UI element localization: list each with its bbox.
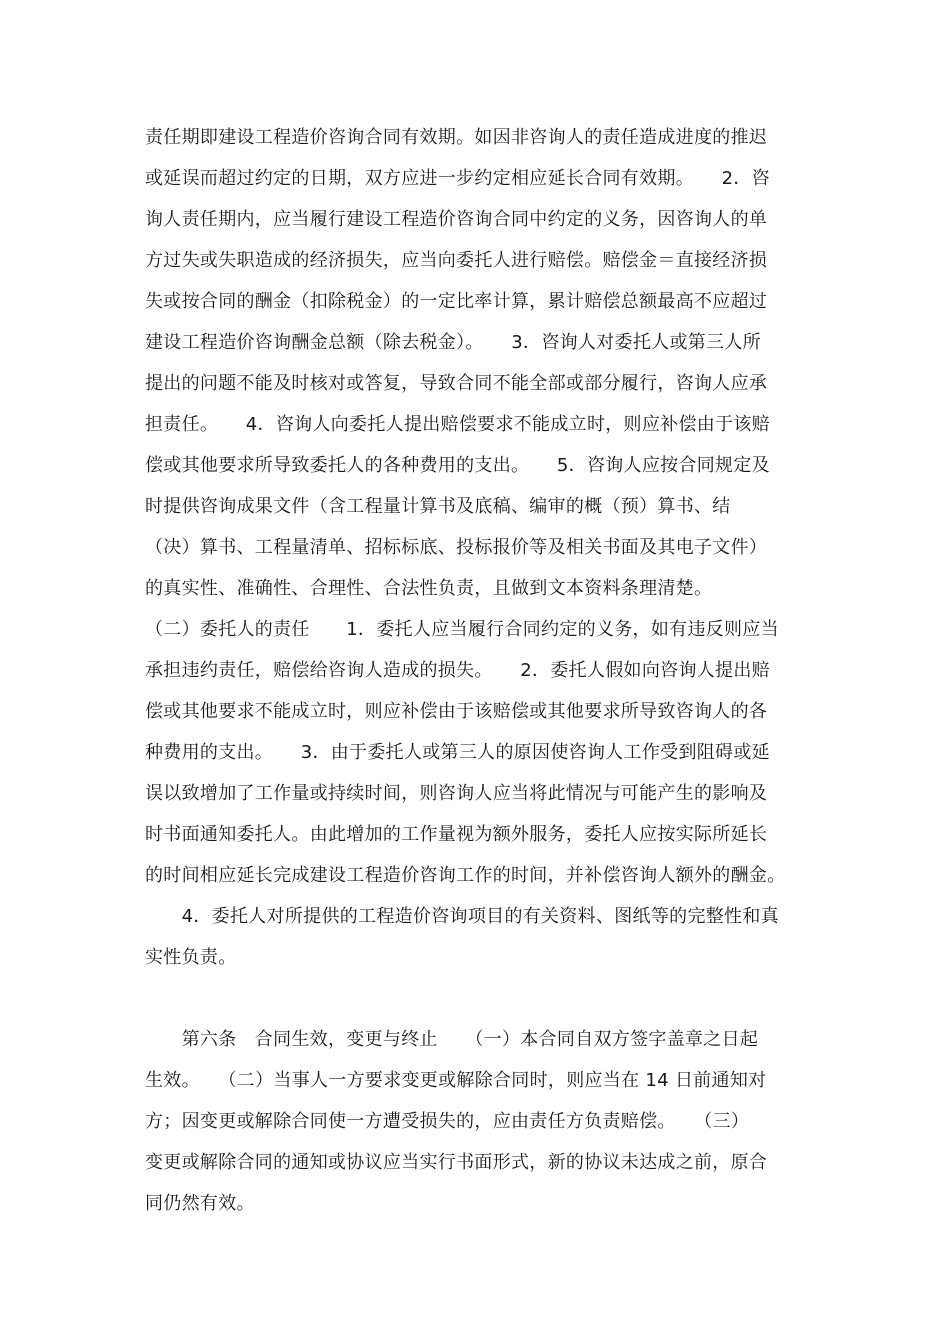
text-line: 变更或解除合同的通知或协议应当实行书面形式，新的协议未达成之前，原合: [145, 1152, 768, 1173]
text-line: 生效。 （二）当事人一方要求变更或解除合同时，则应当在 14 日前通知对: [145, 1070, 767, 1091]
text-line: 提出的问题不能及时核对或答复，导致合同不能全部或部分履行，咨询人应承: [145, 373, 768, 394]
text-line: 失或按合同的酬金（扣除税金）的一定比率计算，累计赔偿总额最高不应超过: [145, 291, 768, 312]
text-line: 责任期即建设工程造价咨询合同有效期。如因非咨询人的责任造成进度的推迟: [145, 127, 768, 148]
text-line: 时提供咨询成果文件（含工程量计算书及底稿、编审的概（预）算书、结: [145, 496, 731, 517]
text-line: 4．委托人对所提供的工程造价咨询项目的有关资料、图纸等的完整性和真: [145, 906, 779, 927]
text-line: （决）算书、工程量清单、招标标底、投标报价等及相关书面及其电子文件）: [145, 537, 768, 558]
text-line: 方；因变更或解除合同使一方遭受损失的，应由责任方负责赔偿。 （三）: [145, 1111, 750, 1132]
text-line: 询人责任期内，应当履行建设工程造价咨询合同中约定的义务，因咨询人的单: [145, 209, 768, 230]
text-line: 偿或其他要求不能成立时，则应补偿由于该赔偿或其他要求所导致咨询人的各: [145, 701, 768, 722]
text-line: 的时间相应延长完成建设工程造价咨询工作的时间，并补偿咨询人额外的酬金。: [145, 865, 786, 886]
text-line: 担责任。 4．咨询人向委托人提出赔偿要求不能成立时，则应补偿由于该赔: [145, 414, 770, 435]
section-heading-line: （二）委托人的责任 1．委托人应当履行合同约定的义务，如有违反则应当: [145, 619, 779, 640]
text-line: 的真实性、准确性、合理性、合法性负责，且做到文本资料条理清楚。: [145, 578, 713, 599]
text-line: 或延误而超过约定的日期，双方应进一步约定相应延长合同有效期。 2．咨: [145, 168, 770, 189]
article-heading-line: 第六条 合同生效，变更与终止 （一）本合同自双方签字盖章之日起: [145, 1029, 759, 1050]
text-line: 误以致增加了工作量或持续时间，则咨询人应当将此情况与可能产生的影响及: [145, 783, 768, 804]
text-line: 时书面通知委托人。由此增加的工作量视为额外服务，委托人应按实际所延长: [145, 824, 768, 845]
text-line: 建设工程造价咨询酬金总额（除去税金）。 3．咨询人对委托人或第三人所: [145, 332, 761, 353]
text-line: 偿或其他要求所导致委托人的各种费用的支出。 5．咨询人应按合同规定及: [145, 455, 770, 476]
text-line: 实性负责。: [145, 947, 237, 968]
text-line: 承担违约责任，赔偿给咨询人造成的损失。 2．委托人假如向咨询人提出赔: [145, 660, 770, 681]
text-line: 种费用的支出。 3．由于委托人或第三人的原因使咨询人工作受到阻碍或延: [145, 742, 770, 763]
text-line: 同仍然有效。: [145, 1193, 255, 1214]
text-line: 方过失或失职造成的经济损失，应当向委托人进行赔偿。赔偿金＝直接经济损: [145, 250, 768, 271]
